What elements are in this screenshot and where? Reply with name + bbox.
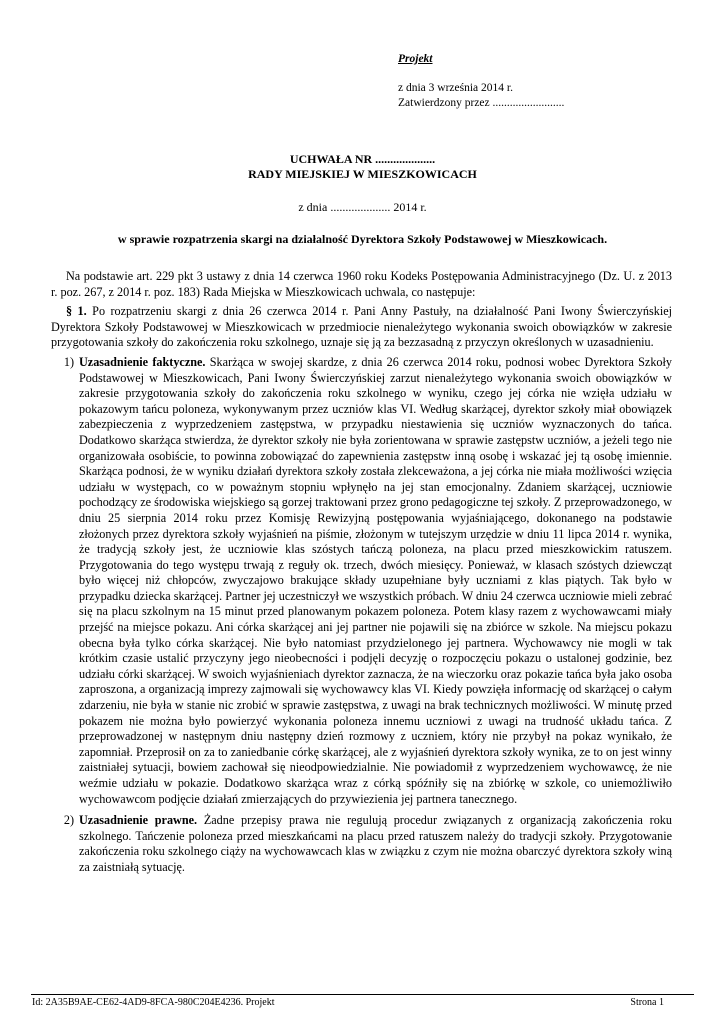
document-body [51,269,672,882]
list-item-content [74,813,672,875]
list-item-number: 1) [63,354,74,369]
footer-page-number: Strona 1 [630,997,664,1008]
header-block [398,52,564,111]
list-item-factual [51,355,672,807]
list-item-text: Skarżąca w swojej skardze, z dnia 26 czerwca 2014 roku, podnosi wobec Dyrektora Szkoły Podstawowej w Mieszkowicach, Pani Iwony Świerczyńskiej zarzut nienależytego wykonania swoich obowiązków w zakresie przygotowania szkoły do zakończenia roku szkolnego w wyniku, czego jej córka nie wzięła udziału w pokazowym tańcu poloneza, wykonywanym przez uczniów klas VI. Według skarżącej, dyrektor szkoły miał obowiązek zabezpieczenia z wyprzedzeniem zastępstwa, w przypadku niestawienia się uczniów wyznaczonych do tańca. Dodatkowo skarżąca stwierdza, że dyrektor szkoły nie była zorientowana w sprawie zastępstw uczniów, a jeżeli tego nie organizowała osobiście, to powinna zobowiązać do zapewnienia zastępstw inną osobę i wskazać jej tą osobę imiennie. Skarżąca podnosi, że w wyniku działań dyrektora szkoły została zlekceważona, a jej córka nie miała możliwości wzięcia udziału w występach, co w poważnym stopniu wpłynęło na jej stan emocjonalny. Zdaniem skarżącej, uczniowie pochodzący ze środowiska wiejskiego są gorzej traktowani przez grono pedagogiczne tej szkoły. Z przeprowadzonego, w dniu 25 sierpnia 2014 roku przez Komisję Rewizyjną postępowania wyjaśniającego, dokonanego na podstawie złożonych przez dyrektora szkoły wyjaśnień na piśmie, złożonym w tutejszym urzędzie w dniu 11 lipca 2014 r. wynika, że tradycją szkoły jest, że uczniowie klas szóstych tańczą poloneza, na placu przed mieszkowickim ratuszem. Przygotowania do tego występu trwają z reguły ok. trzech, dwóch miesięcy. Ponieważ, w klasach szóstych dziewcząt było więcej niż chłopców, zwyczajowo brakujące składy uzupełniane były uczniami z klas piątych. Tak było w przypadku dziecka skarżącej. Partner jej uczestniczył we wszystkich próbach. W dniu 24 czerwca uczniowie mieli zebrać się na placu szkolnym na 15 minut przed planowanym pokazem poloneza. Potem klasy razem z wychowawcami miały przejść na miejsce pokazu. Ani córka skarżącej ani jej partner nie pojawili się na zbiórce w szkole. Na miejscu pokazu obecna była tylko córka skarżącej. Nie było natomiast przydzielonego jej partnera. Wychowawcy nie mogli w tak krótkim czasie ustalić przyczyny jego nieobecności i podjęli decyzję o rozpoczęciu pokazu o ustalonej godzinie, bez udziału córki skarżącej. W swoich wyjaśnieniach dyrektor zaznacza, że na wieczorku oraz pokazie tańca była jako osoba zaproszona, a organizacją imprezy zajmowali się wychowawcy klas VI. Kiedy powzięła informację od skarżącej o całym zdarzeniu, nie była w stanie nic zrobić w sprawie zastępstwa, z uwagi na brak technicznych możliwości. W minutę przed pokazem nie można było powierzyć wykonania poloneza innemu uczniowi z uwagi na trudność układu tańca. Z przeprowadzonej w następnym dniu następny dzień rozmowy z uczniem, który nie przybył na pokaz wynikało, że zapomniał. Przeprosił on za to zaniedbanie córkę skarżącej, ale z wyjaśnień dyrektora szkoły wynika, ze to on jest winny zaistniałej sytuacji, bowiem zachował się nieodpowiedzialnie. Nie powiadomił z wyprzedzeniem wychowawcę, że nie weźmie udziału w pokazie. Dodatkowo skarżąca wraz z córką spóźniły się na zbiórkę w szkole, co uniemożliwiło wychowawcom podjęcie działań zmierzających do przywiezienia jej partnera tanecznego. [79,354,673,806]
title-line-2: RADY MIEJSKIEJ W MIESZKOWICACH [248,167,477,181]
list-item-text: Żadne przepisy prawa nie regulują procedur związanych z organizacją zakończenia roku szkolnego. Tańczenie poloneza przed mieszkańcami na placu przed ratuszem należy do tradycji szkoły. Przygotowanie zakończenia roku szkolnego ciąży na wychowawcach klas w związku z czym nie można obarczyć dyrektora szkoły winą za zaistniałą sytuację. [79,813,672,874]
footer-id: Id: 2A35B9AE-CE62-4AD9-8FCA-980C204E4236. Projekt [32,997,275,1008]
title-line-1: UCHWAŁA NR .................... [289,152,436,166]
section-1-text: Po rozpatrzeniu skargi z dnia 26 czerwca 2014 r. Pani Anny Pastuły, na działalność Pani Iwony Świerczyńskiej Dyrektora Szkoły Podstawowej w Mieszkowicach w przedmiocie nienależytego wykonania swoich obowiązków w zakresie przygotowania szkoły do zakończenia roku szkolnego, uznaje się ją za bezzasadną z przyczyn określonych w uzasadnieniu. [51,304,672,350]
list-item-heading: Uzasadnienie faktyczne. [79,354,206,369]
date-line: z dnia 3 września 2014 r. [398,82,513,94]
resolution-date: z dnia .................... 2014 r. [298,200,427,214]
list-item-content [74,355,672,807]
preamble: Na podstawie art. 229 pkt 3 ustawy z dnia 14 czerwca 1960 roku Kodeks Postępowania Administracyjnego (Dz. U. z 2013 r. poz. 267, z 2014 r. poz. 183) Rada Miejska w Mieszkowicach uchwala, co następuje: [51,269,672,299]
project-label: Projekt [398,53,433,65]
list-item-number: 2) [63,813,74,828]
resolution-subject: w sprawie rozpatrzenia skargi na działalność Dyrektora Szkoły Podstawowej w Mieszkowicach. [117,232,608,246]
list-item-heading: Uzasadnienie prawne. [79,813,198,828]
list-item-legal [51,813,672,875]
section-1-label: § 1. [66,304,87,319]
footer-divider [31,994,694,995]
section-1 [51,304,672,351]
resolution-title [0,152,725,182]
approved-line: Zatwierdzony przez ......................... [398,97,565,109]
